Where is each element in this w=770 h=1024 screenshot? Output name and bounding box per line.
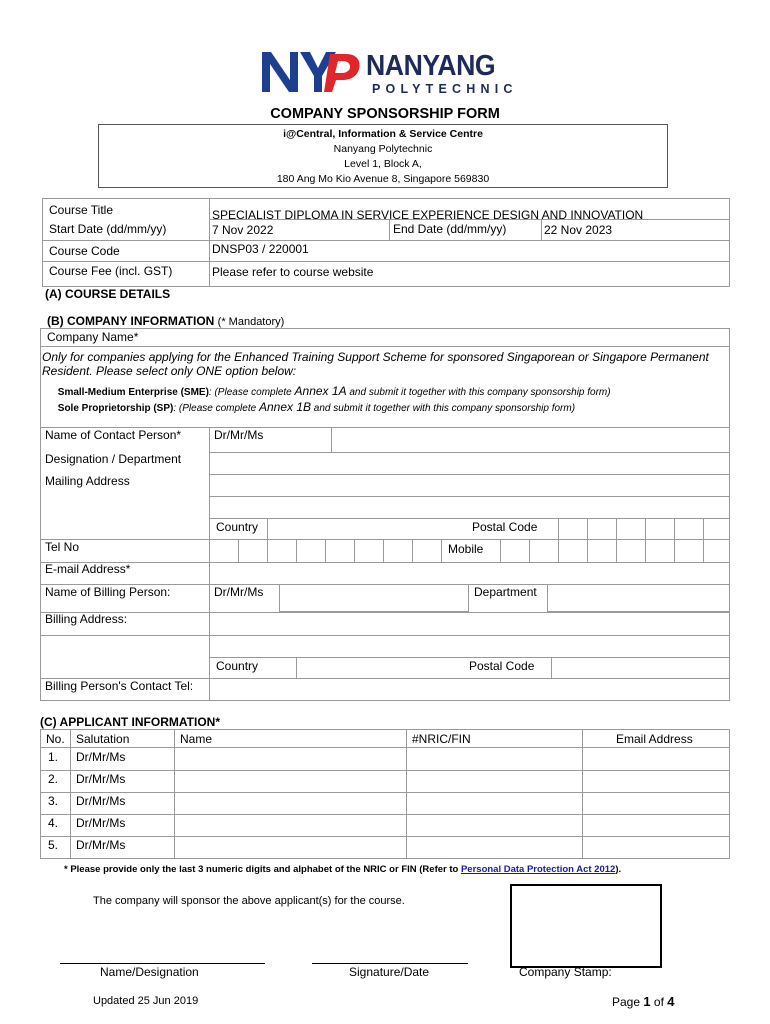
mailing-address-line-1[interactable] [214, 477, 724, 494]
mobile-label: Mobile [448, 542, 484, 556]
start-date-value: 7 Nov 2022 [212, 223, 274, 237]
form-title: COMPANY SPONSORSHIP FORM [270, 106, 500, 122]
sme-option-label: Small-Medium Enterprise (SME) [57, 387, 209, 398]
row-5-salutation[interactable]: Dr/Mr/Ms [76, 838, 126, 852]
pdpa-link[interactable]: Personal Data Protection Act 2012 [460, 864, 616, 875]
sme-option-pre: : (Please complete [208, 387, 295, 398]
contact-salutation[interactable]: Dr/Mr/Ms [214, 428, 264, 442]
sp-option-pre: : (Please complete [173, 403, 259, 414]
page-number [612, 994, 675, 1009]
designation-label: Designation / Department [45, 452, 182, 466]
row-4-salutation[interactable]: Dr/Mr/Ms [76, 816, 126, 830]
signature-line [312, 963, 468, 964]
sp-option-label: Sole Proprietorship (SP) [57, 403, 174, 414]
course-code-label: Course Code [49, 244, 120, 258]
billing-address-label: Billing Address: [45, 612, 128, 626]
contact-name-input[interactable] [336, 430, 721, 448]
address-line-4: 180 Ang Mo Kio Avenue 8, Singapore 569830 [276, 173, 490, 185]
designation-input[interactable] [214, 455, 724, 472]
company-stamp-label: Company Stamp: [519, 965, 612, 979]
row-2-no: 2. [48, 772, 59, 786]
end-date-value: 22 Nov 2023 [544, 223, 613, 237]
country-label: Country [216, 520, 259, 534]
company-stamp-box [510, 884, 662, 968]
col-header-salutation: Salutation [76, 732, 130, 746]
row-5-no: 5. [48, 838, 59, 852]
row-1-no: 1. [48, 750, 59, 764]
billing-tel-label: Billing Person's Contact Tel: [45, 679, 194, 693]
course-code-value: DNSP03 / 220001 [212, 242, 309, 256]
billing-salutation[interactable]: Dr/Mr/Ms [214, 585, 264, 599]
nyp-logo-mark [262, 48, 362, 96]
page-total: 4 [667, 994, 675, 1009]
mailing-address-line-2[interactable] [214, 499, 724, 516]
address-line-2: Nanyang Polytechnic [333, 143, 433, 155]
row-1-salutation[interactable]: Dr/Mr/Ms [76, 750, 126, 764]
sme-annex: Annex 1A [294, 384, 347, 398]
nric-note-end: ). [615, 864, 622, 875]
company-name-label: Company Name* [47, 330, 139, 344]
address-line-1: i@Central, Information & Service Centre [283, 128, 483, 140]
row-3-no: 3. [48, 794, 59, 808]
email-input[interactable] [214, 565, 724, 582]
col-header-email: Email Address [616, 732, 693, 746]
end-date-label: End Date (dd/mm/yy) [393, 222, 507, 236]
course-fee-label: Course Fee (incl. GST) [49, 264, 173, 278]
nric-note [64, 864, 621, 875]
address-box [98, 124, 668, 188]
mailing-address-label: Mailing Address [45, 474, 130, 488]
billing-person-label: Name of Billing Person: [45, 585, 171, 599]
company-name-input[interactable] [160, 329, 720, 345]
applicant-table [40, 729, 730, 859]
sp-annex: Annex 1B [258, 400, 312, 414]
name-designation-label: Name/Designation [100, 965, 199, 979]
course-title-value: SPECIALIST DIPLOMA IN SERVICE EXPERIENCE DESIGN AND INNOVATION [212, 208, 644, 222]
col-header-no: No. [46, 732, 65, 746]
sme-option[interactable] [46, 384, 611, 398]
billing-tel-input[interactable] [214, 681, 724, 697]
applicant-info-heading: (C) APPLICANT INFORMATION* [40, 715, 220, 729]
tel-label: Tel No [45, 540, 80, 554]
company-info-title: (B) COMPANY INFORMATION [47, 314, 215, 328]
course-fee-value: Please refer to course website [212, 265, 374, 279]
sp-option-post: and submit it together with this company sponsorship form) [311, 403, 576, 414]
updated-date: Updated 25 Jun 2019 [93, 995, 199, 1007]
billing-postal-label: Postal Code [469, 659, 535, 673]
company-info-heading [47, 314, 284, 328]
etss-note: Only for companies applying for the Enhanced Training Support Scheme for sponsored Singaporean or Singapore Permanent Resident. Please select only ONE option below: [42, 350, 709, 378]
billing-address-line-2[interactable] [214, 638, 724, 655]
course-details-table [42, 198, 730, 286]
start-date-label: Start Date (dd/mm/yy) [49, 222, 167, 236]
page-prefix: Page [612, 995, 644, 1009]
nyp-logo [262, 48, 522, 100]
row-4-no: 4. [48, 816, 59, 830]
course-title-label: Course Title [49, 203, 114, 217]
nric-note-text: * Please provide only the last 3 numeric digits and alphabet of the NRIC or FIN (Refer to [64, 864, 461, 875]
billing-address-line-1[interactable] [214, 616, 724, 633]
company-info-table [40, 328, 730, 700]
contact-person-label: Name of Contact Person* [45, 428, 182, 442]
address-line-3: Level 1, Block A, [344, 158, 422, 170]
row-2-salutation[interactable]: Dr/Mr/Ms [76, 772, 126, 786]
sme-option-post: and submit it together with this company sponsorship form) [346, 387, 611, 398]
department-label: Department [474, 585, 537, 599]
course-details-heading: (A) COURSE DETAILS [45, 287, 171, 301]
logo-subtitle: POLYTECHNIC [372, 82, 518, 96]
col-header-nric: #NRIC/FIN [412, 732, 471, 746]
page-current: 1 [643, 994, 651, 1009]
sponsor-statement: The company will sponsor the above applicant(s) for the course. [93, 895, 405, 907]
logo-name: NANYANG [366, 50, 496, 82]
row-3-salutation[interactable]: Dr/Mr/Ms [76, 794, 126, 808]
name-line [60, 963, 265, 964]
billing-country-label: Country [216, 659, 259, 673]
signature-date-label: Signature/Date [349, 965, 430, 979]
postal-code-label: Postal Code [472, 520, 538, 534]
mandatory-note: (* Mandatory) [217, 316, 285, 328]
page-of: of [650, 995, 668, 1009]
email-label: E-mail Address* [45, 562, 131, 576]
col-header-name: Name [180, 732, 213, 746]
sp-option[interactable] [46, 400, 575, 414]
